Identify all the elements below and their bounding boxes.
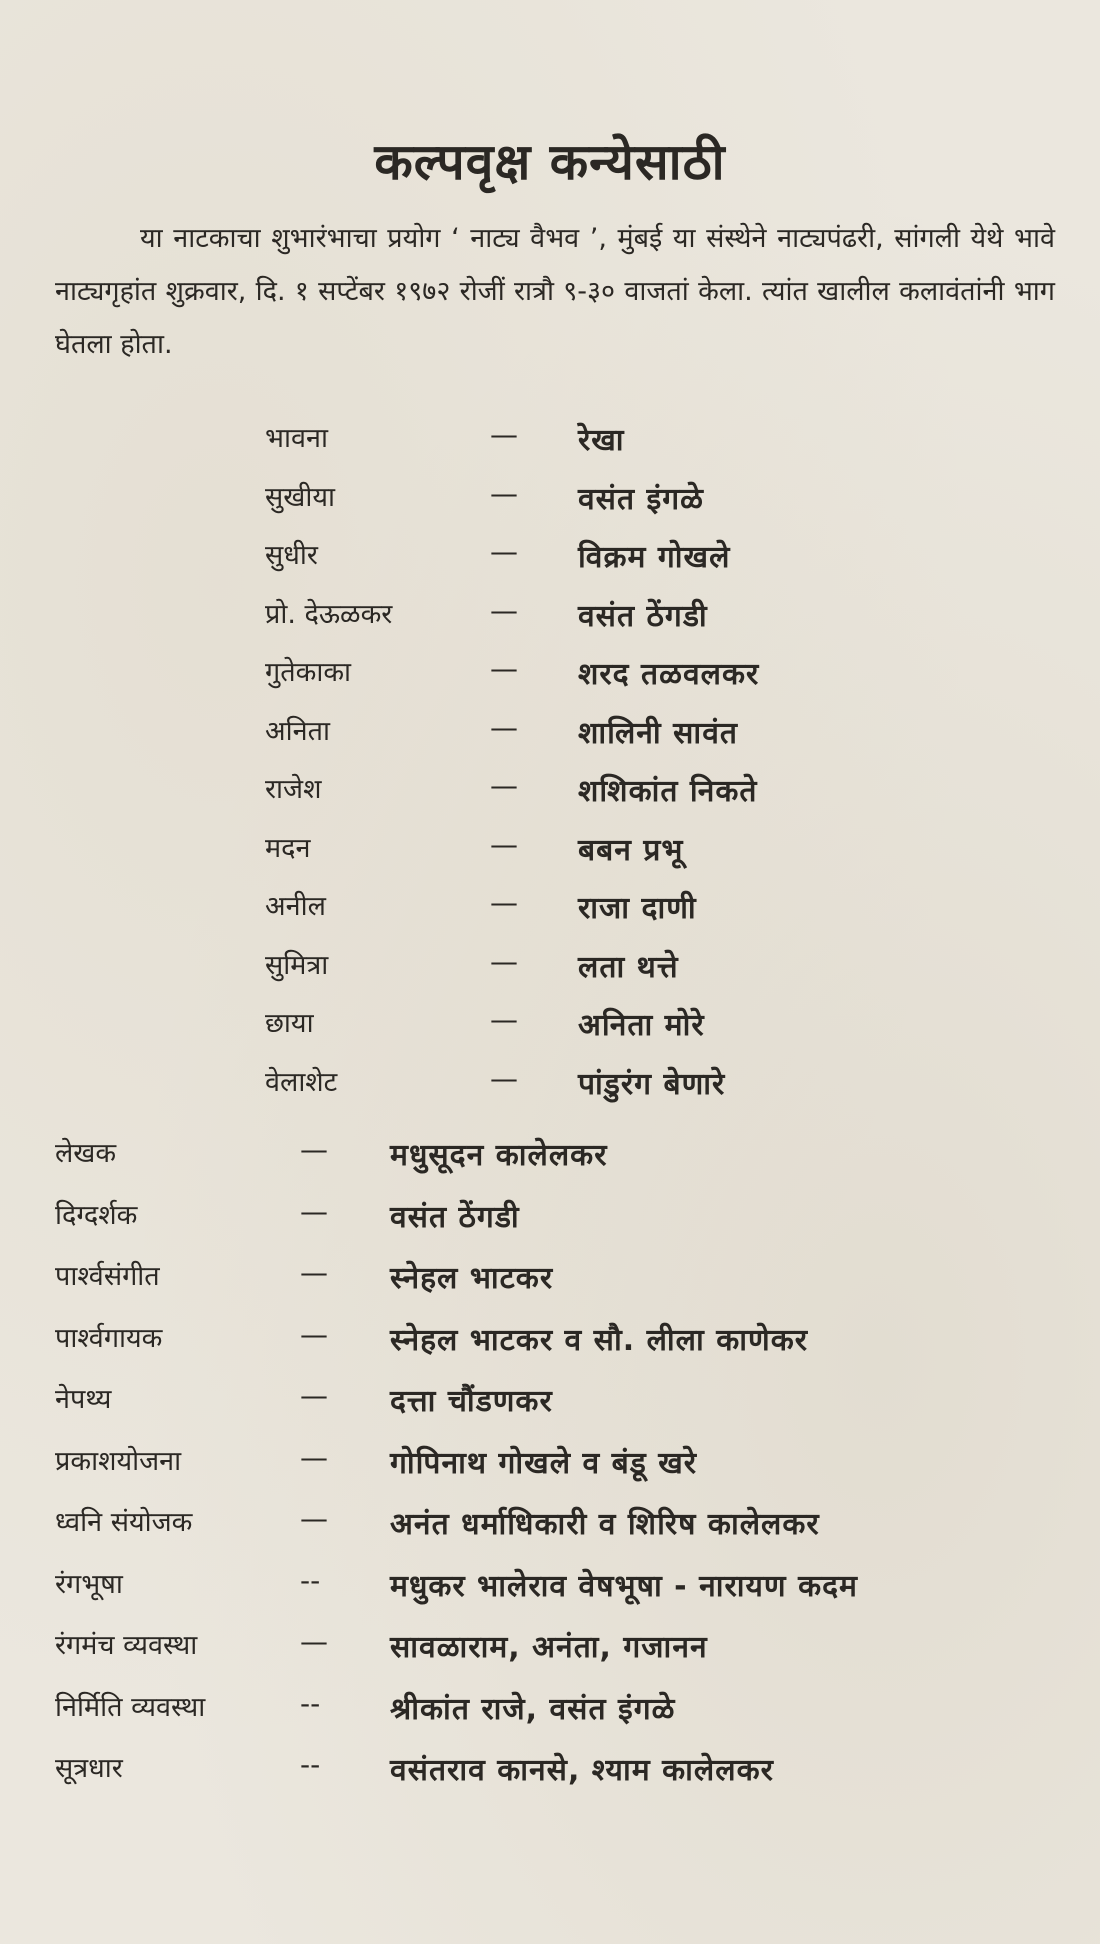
- cast-role: सुधीर: [265, 540, 318, 571]
- credit-role: लेखक: [55, 1138, 117, 1169]
- credit-dash: —: [300, 1440, 328, 1474]
- credit-actor: मधुकर भालेराव वेषभूषा - नारायण कदम: [390, 1568, 858, 1604]
- credit-actor: अनंत धर्माधिकारी व शिरिष कालेलकर: [390, 1507, 820, 1542]
- cast-dash: —: [490, 944, 518, 978]
- cast-role: भावना: [265, 423, 328, 454]
- play-title: कल्पवृक्ष कन्येसाठी: [374, 133, 726, 191]
- cast-dash: —: [490, 710, 518, 744]
- credit-role: पार्श्वगायक: [55, 1322, 163, 1354]
- credit-dash: --: [300, 1748, 321, 1781]
- cast-role: मदन: [265, 832, 311, 864]
- credit-dash: —: [300, 1194, 328, 1228]
- credit-role: रंगमंच व्यवस्था: [55, 1630, 198, 1661]
- cast-role: छाया: [265, 1008, 314, 1039]
- credit-actor: स्नेहल भाटकर व सौ. लीला काणेकर: [390, 1322, 809, 1358]
- cast-role: अनील: [265, 891, 326, 922]
- credit-role: पार्श्वसंगीत: [55, 1261, 160, 1292]
- cast-actor: अनिता मोरे: [578, 1008, 705, 1043]
- cast-role: सुमित्रा: [265, 949, 329, 981]
- cast-actor: शालिनी सावंत: [578, 715, 738, 751]
- credit-actor: स्नेहल भाटकर: [390, 1261, 554, 1296]
- credit-actor: मधुसूदन कालेलकर: [390, 1138, 608, 1173]
- cast-dash: —: [490, 1061, 518, 1095]
- credit-dash: —: [300, 1317, 328, 1351]
- credit-role: दिग्दर्शक: [55, 1199, 138, 1231]
- cast-actor: वसंत ठेंगडी: [578, 598, 708, 634]
- credit-dash: —: [300, 1133, 328, 1166]
- cast-dash: —: [490, 418, 518, 451]
- cast-dash: —: [490, 769, 518, 802]
- cast-actor: बबन प्रभू: [578, 832, 684, 868]
- credit-role: निर्मिति व्यवस्था: [55, 1691, 206, 1723]
- credit-actor: दत्ता चौंडणकर: [390, 1384, 553, 1419]
- credit-role: प्रकाशयोजना: [55, 1445, 182, 1477]
- cast-actor: शरद तळवलकर: [578, 657, 760, 692]
- credit-role: ध्वनि संयोजक: [55, 1507, 193, 1538]
- credit-dash: --: [300, 1563, 321, 1597]
- cast-actor: लता थत्ते: [578, 949, 679, 985]
- cast-role: प्रो. देऊळकर: [265, 598, 393, 630]
- cast-role: सुखीया: [265, 481, 335, 513]
- cast-role: गुतेकाका: [265, 657, 352, 688]
- cast-role: वेलाशेट: [265, 1066, 338, 1098]
- cast-actor: रेखा: [578, 423, 625, 458]
- cast-actor: विक्रम गोखले: [578, 540, 731, 575]
- credit-dash: —: [300, 1256, 328, 1289]
- credit-actor: वसंत ठेंगडी: [390, 1199, 520, 1235]
- cast-dash: —: [490, 593, 518, 627]
- cast-dash: —: [490, 535, 518, 568]
- credit-role: नेपथ्य: [55, 1384, 112, 1415]
- cast-actor: पांडुरंग बेणारे: [578, 1066, 726, 1102]
- cast-dash: —: [490, 652, 518, 685]
- intro-text: या नाटकाचा शुभारंभाचा प्रयोग ‘ नाट्य वैभव ’, मुंबई या संस्थेने नाट्यपंढरी, सांगली येथे भावे नाट्यगृहांत शुक्रवार, दि. १ सप्टेंबर १९७२ रोजीं रात्रौ ९-३० वाजतां केला. त्यांत खालील कलावंतांनी भाग घेतला होता.: [55, 223, 1055, 360]
- credit-actor: वसंतराव कानसे, श्याम कालेलकर: [390, 1753, 774, 1788]
- intro-paragraph: [55, 212, 1055, 371]
- credit-actor: सावळाराम, अनंता, गजानन: [390, 1630, 708, 1665]
- credit-actor: श्रीकांत राजे, वसंत इंगळे: [390, 1691, 676, 1727]
- credit-dash: —: [300, 1379, 328, 1412]
- cast-role: अनिता: [265, 715, 330, 747]
- cast-dash: —: [490, 476, 518, 510]
- cast-actor: राजा दाणी: [578, 891, 697, 926]
- cast-actor: वसंत इंगळे: [578, 481, 704, 517]
- credit-dash: —: [300, 1625, 328, 1658]
- cast-dash: —: [490, 886, 518, 919]
- cast-dash: —: [490, 1003, 518, 1036]
- credit-dash: —: [300, 1502, 328, 1535]
- cast-actor: शशिकांत निकते: [578, 774, 758, 809]
- credit-dash: --: [300, 1686, 321, 1720]
- credit-role: रंगभूषा: [55, 1568, 123, 1600]
- cast-dash: —: [490, 827, 518, 861]
- credit-role: सूत्रधार: [55, 1753, 123, 1784]
- credit-actor: गोपिनाथ गोखले व बंडू खरे: [390, 1445, 698, 1481]
- cast-role: राजेश: [265, 774, 322, 805]
